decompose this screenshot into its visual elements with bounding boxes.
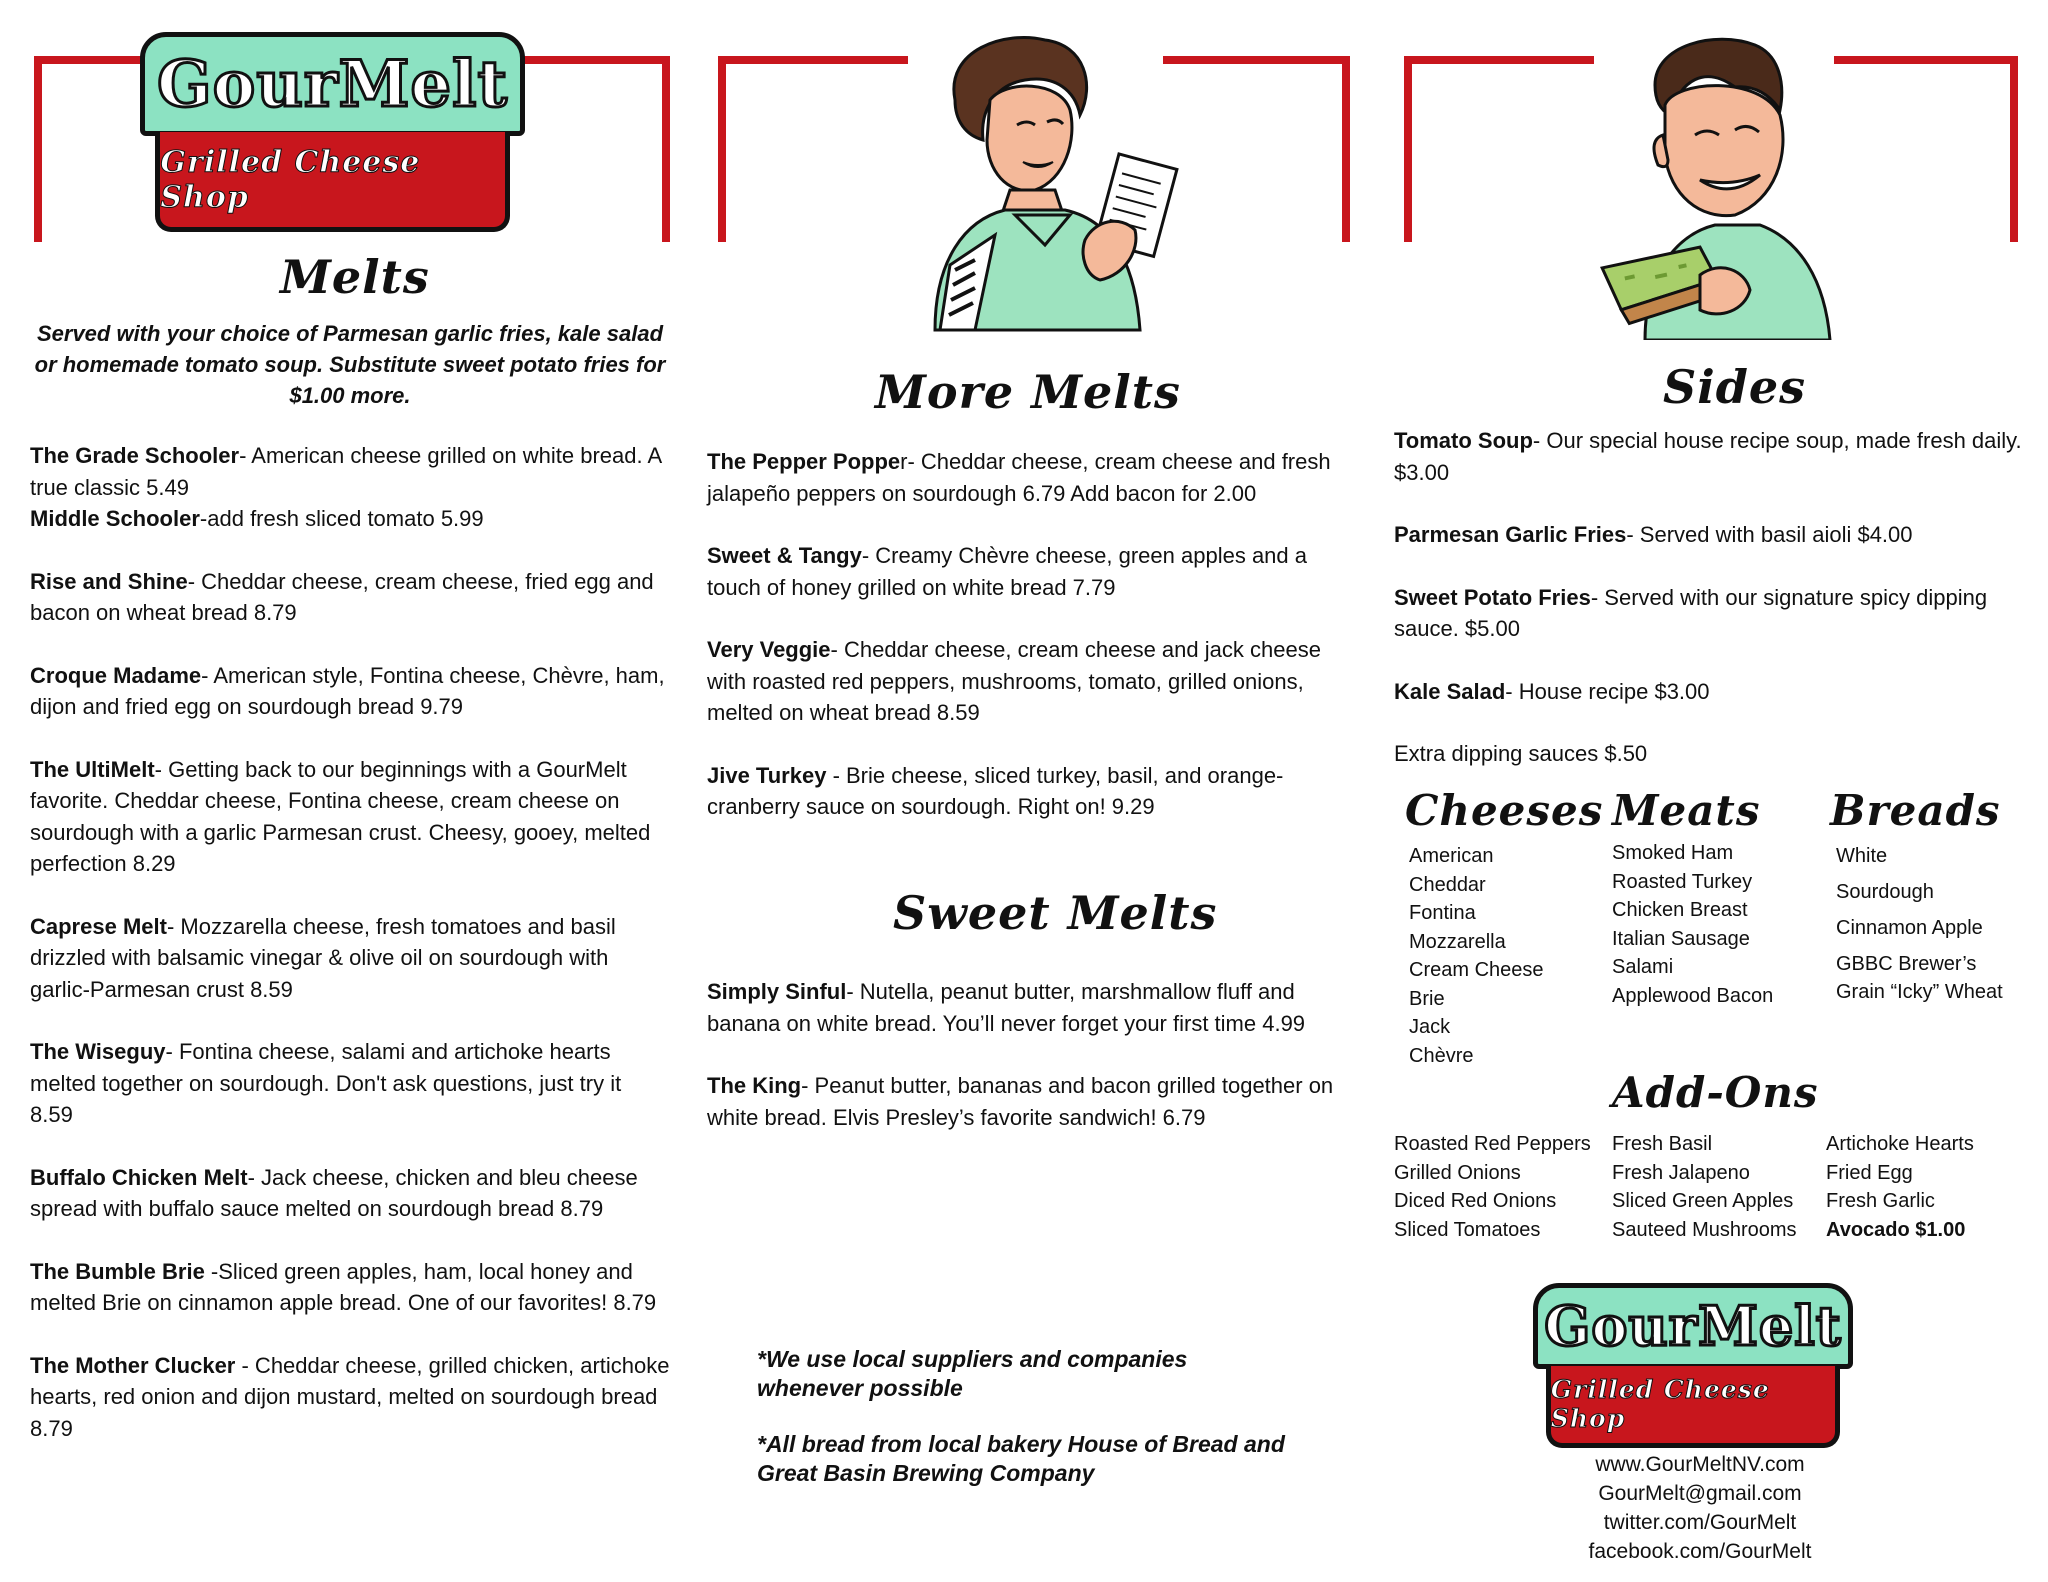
menu-item: The Grade Schooler- American cheese grilled on white bread. A true classic 5.49 [30,443,661,500]
melts-intro: Served with your choice of Parmesan garlic fries, kale salad or homemade tomato soup. Substitute sweet potato fries for $1.00 more. [34,321,666,408]
list-item: Cream Cheese [1409,959,1544,981]
menu-item: The Mother Clucker - Cheddar cheese, grilled chicken, artichoke hearts, red onion and dijon mustard, melted on sourdough bread 8.79 [30,1352,670,1441]
addons-col2 [1612,1130,1797,1244]
more-melts-heading: More Melts [875,365,1181,419]
list-item: Sourdough [1836,881,1934,903]
list-item: Diced Red Onions [1394,1190,1557,1212]
email-link[interactable]: GourMelt@gmail.com [1598,1482,1802,1505]
cheeses-list [1409,842,1544,1070]
list-item: Smoked Ham [1612,842,1734,864]
menu-item: Kale Salad- House recipe $3.00 [1394,678,1710,704]
menu-item: The Pepper Popper- Cheddar cheese, cream cheese and fresh jalapeño peppers on sourdough 6.79 Add bacon for 2.00 [707,449,1331,506]
menu-item: Caprese Melt- Mozzarella cheese, fresh tomatoes and basil drizzled with balsamic vinegar & olive oil on sourdough with garlic-Parmesan crust 8.59 [30,913,616,1002]
list-item: Fresh Garlic [1826,1190,1935,1212]
menu-item: Very Veggie- Cheddar cheese, cream cheese and jack cheese with roasted red peppers, mushrooms, tomato, grilled onions, melted on wheat bread 8.59 [707,637,1321,725]
menu-item: Middle Schooler-add fresh sliced tomato 5.99 [30,506,484,531]
list-item: Mozzarella [1409,930,1506,953]
menu-item: The King- Peanut butter, bananas and bacon grilled together on white bread. Elvis Presley’s favorite sandwich! 6.79 [707,1073,1334,1130]
sweet-melts-list [707,976,1347,1164]
list-item: Cheddar [1409,873,1486,896]
list-item: Grilled Onions [1394,1161,1521,1184]
menu-item: Croque Madame- American style, Fontina cheese, Chèvre, ham, dijon and fried egg on sourdough bread 9.79 [30,662,665,719]
logo-brand-name: GourMelt [156,46,509,122]
menu-item: Tomato Soup- Our special house recipe soup, made fresh daily. $3.00 [1394,428,2022,485]
list-item: Cinnamon Apple [1836,917,1983,939]
list-item: Sauteed Mushrooms [1612,1218,1797,1241]
menu-item: The Bumble Brie -Sliced green apples, ham, local honey and melted Brie on cinnamon apple bread. One of our favorites! 8.79 [30,1258,657,1315]
meats-heading: Meats [1612,786,1761,835]
list-item: Roasted Red Peppers [1394,1133,1591,1155]
sides-heading: Sides [1663,360,1807,414]
twitter-link[interactable]: twitter.com/GourMelt [1603,1511,1797,1534]
note-local-bread: *All bread from local bakery House of Bread and Great Basin Brewing Company [757,1431,1285,1486]
man-with-sandwich-illustration [1585,25,1845,340]
meats-list [1612,839,1773,1010]
menu-item: Simply Sinful- Nutella, peanut butter, marshmallow fluff and banana on white bread. You’ll never forget your first time 4.99 [707,979,1306,1036]
list-item: Fresh Jalapeno [1612,1161,1750,1184]
sides-list [1394,425,2029,801]
menu-item: Parmesan Garlic Fries- Served with basil aioli $4.00 [1394,522,1913,547]
list-item: Artichoke Hearts [1826,1133,1974,1155]
list-item: Fried Egg [1826,1161,1913,1184]
list-item: American [1409,845,1494,867]
menu-item: Buffalo Chicken Melt- Jack cheese, chicken and bleu cheese spread with buffalo sauce melted on sourdough bread 8.79 [30,1164,638,1221]
logo-brand-name: GourMelt [1544,1293,1842,1358]
menu-item: Rise and Shine- Cheddar cheese, cream cheese, fried egg and bacon on wheat bread 8.79 [30,568,654,625]
breads-heading: Breads [1830,786,2001,835]
list-item: Grain “Icky” Wheat [1836,981,2003,1003]
logo-tagline: Grilled Cheese Shop [160,144,421,215]
list-item: Brie [1409,987,1445,1010]
list-item: Chicken Breast [1612,899,1748,921]
addons-col1 [1394,1130,1591,1244]
website-link[interactable]: www.GourMeltNV.com [1595,1453,1805,1476]
list-item: Salami [1612,956,1674,978]
list-item: Fontina [1409,902,1476,924]
addons-heading: Add-Ons [1612,1068,1819,1117]
menu-item: Sweet & Tangy- Creamy Chèvre cheese, green apples and a touch of honey grilled on white bread 7.79 [707,543,1307,600]
contact-block [1540,1450,1860,1566]
more-melts-list [707,446,1347,854]
addon-avocado-price: Avocado $1.00 [1826,1218,1966,1241]
logo-tagline: Grilled Cheese Shop [1550,1375,1770,1434]
cheeses-heading: Cheeses [1405,786,1604,835]
addons-col3 [1826,1130,1974,1244]
list-item: Chèvre [1409,1044,1474,1067]
woman-with-menu-illustration [895,30,1195,335]
menu-item: The Wiseguy- Fontina cheese, salami and artichoke hearts melted together on sourdough. Don't ask questions, just try it 8.59 [30,1039,622,1127]
list-item: Roasted Turkey [1612,870,1753,893]
facebook-link[interactable]: facebook.com/GourMelt [1588,1540,1812,1563]
logo-bottom [1533,1283,1853,1448]
sweet-melts-heading: Sweet Melts [893,886,1218,940]
list-item: Applewood Bacon [1612,984,1774,1007]
logo-top [140,32,525,232]
menu-item: Jive Turkey - Brie cheese, sliced turkey, basil, and orange-cranberry sauce on sourdough. Right on! 9.29 [707,762,1284,819]
list-item: GBBC Brewer’s [1836,953,1977,975]
melts-list [30,440,670,1475]
menu-item: The UltiMelt- Getting back to our beginnings with a GourMelt favorite. Cheddar cheese, Fontina cheese, cream cheese on sourdough with a garlic Parmesan crust. Cheesy, gooey, melted perfection 8.29 [30,756,651,876]
list-item: Italian Sausage [1612,927,1750,950]
list-item: Jack [1409,1016,1451,1038]
note-local-suppliers: *We use local suppliers and companies whenever possible [757,1346,1188,1401]
melts-heading: Melts [280,250,430,304]
menu-item: Sweet Potato Fries- Served with our signature spicy dipping sauce. $5.00 [1394,584,1988,641]
list-item: Sliced Tomatoes [1394,1218,1541,1241]
list-item: White [1836,845,1888,867]
breads-list [1836,838,2003,1006]
list-item: Fresh Basil [1612,1133,1713,1155]
menu-item: Extra dipping sauces $.50 [1394,741,1648,766]
list-item: Sliced Green Apples [1612,1190,1794,1212]
